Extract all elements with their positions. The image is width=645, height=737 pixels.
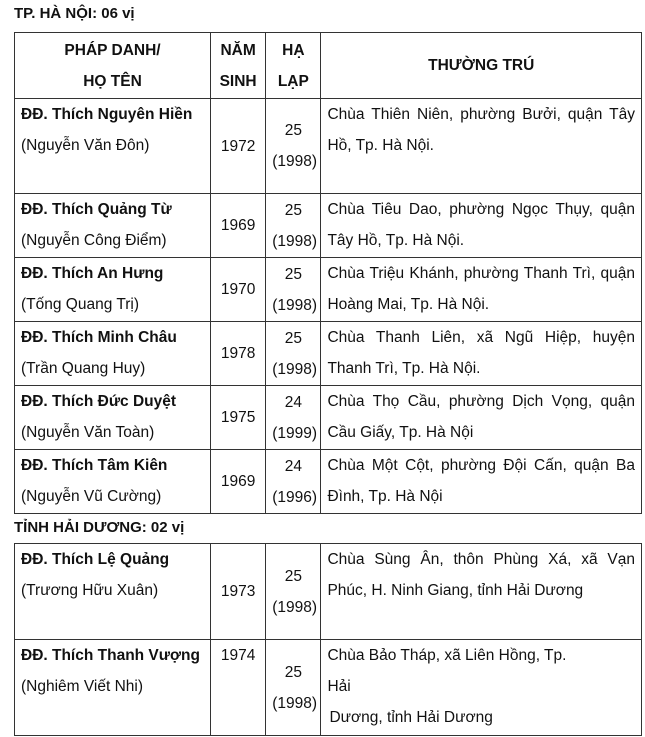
name-cell bbox=[15, 194, 211, 258]
ho-ten: (Nguyễn Văn Toàn) bbox=[21, 424, 155, 441]
section-title-ha-noi: TP. HÀ NỘI: 06 vị bbox=[14, 5, 135, 22]
ha-lap-cell: 24 (1999) bbox=[266, 386, 321, 450]
phap-danh: ĐĐ. Thích Tâm Kiên bbox=[21, 457, 168, 474]
phap-danh: ĐĐ. Thích Đức Duyệt bbox=[21, 393, 177, 410]
hai-duong-table bbox=[14, 543, 642, 736]
ha-lap-cell: 25 (1998) bbox=[266, 258, 321, 322]
ho-ten: (Trần Quang Huy) bbox=[21, 360, 146, 377]
ha-lap-cell: 25 (1998) bbox=[266, 544, 321, 640]
table-row bbox=[15, 544, 642, 640]
name-cell bbox=[15, 99, 211, 194]
residence: Chùa Triệu Khánh, phường Thanh Trì, quận Hoàng Mai, Tp. Hà Nội. bbox=[321, 258, 642, 322]
birth-year: 1975 bbox=[211, 386, 266, 450]
header-phap-danh: PHÁP DANH/ HỌ TÊN bbox=[15, 33, 211, 99]
ha-lap-cell: 25 (1998) bbox=[266, 640, 321, 736]
birth-year: 1973 bbox=[211, 544, 266, 640]
section-title-hai-duong: TỈNH HẢI DƯƠNG: 02 vị bbox=[14, 519, 185, 536]
residence: Chùa Sùng Ân, thôn Phùng Xá, xã Vạn Phúc, H. Ninh Giang, tỉnh Hải Dương bbox=[321, 544, 642, 640]
residence: Chùa Tiêu Dao, phường Ngọc Thụy, quận Tây Hồ, Tp. Hà Nội. bbox=[321, 194, 642, 258]
name-cell bbox=[15, 258, 211, 322]
table-row bbox=[15, 99, 642, 194]
ha-lap-cell: 25 (1998) bbox=[266, 99, 321, 194]
residence: Chùa Bảo Tháp, xã Liên Hồng, Tp. Hải Dương, tỉnh Hải Dương bbox=[321, 640, 642, 736]
birth-year: 1978 bbox=[211, 322, 266, 386]
residence: Chùa Một Cột, phường Đội Cấn, quận Ba Đình, Tp. Hà Nội bbox=[321, 450, 642, 514]
table-row bbox=[15, 640, 642, 736]
table-header-row bbox=[15, 33, 642, 99]
phap-danh: ĐĐ. Thích An Hưng bbox=[21, 265, 164, 282]
name-cell bbox=[15, 450, 211, 514]
header-thuong-tru: THƯỜNG TRÚ bbox=[321, 33, 642, 99]
ha-noi-table bbox=[14, 32, 642, 514]
birth-year: 1974 bbox=[211, 640, 266, 736]
table-row bbox=[15, 386, 642, 450]
birth-year: 1969 bbox=[211, 450, 266, 514]
ho-ten: (Tống Quang Trị) bbox=[21, 296, 140, 313]
phap-danh: ĐĐ. Thích Minh Châu bbox=[21, 329, 177, 346]
ho-ten: (Nguyễn Vũ Cường) bbox=[21, 488, 162, 505]
ho-ten: (Nghiêm Viết Nhi) bbox=[21, 678, 144, 695]
name-cell bbox=[15, 386, 211, 450]
phap-danh: ĐĐ. Thích Thanh Vượng bbox=[21, 647, 200, 664]
phap-danh: ĐĐ. Thích Nguyên Hiền bbox=[21, 106, 193, 123]
ha-lap-cell: 25 (1998) bbox=[266, 194, 321, 258]
ho-ten: (Nguyễn Công Điểm) bbox=[21, 232, 167, 249]
table-row bbox=[15, 450, 642, 514]
table-row bbox=[15, 322, 642, 386]
phap-danh: ĐĐ. Thích Quảng Từ bbox=[21, 201, 172, 218]
table-row bbox=[15, 194, 642, 258]
table-row bbox=[15, 258, 642, 322]
residence: Chùa Thọ Cầu, phường Dịch Vọng, quận Cầu Giấy, Tp. Hà Nội bbox=[321, 386, 642, 450]
residence: Chùa Thanh Liên, xã Ngũ Hiệp, huyện Thanh Trì, Tp. Hà Nội. bbox=[321, 322, 642, 386]
header-nam-sinh: NĂM SINH bbox=[211, 33, 266, 99]
ho-ten: (Trương Hữu Xuân) bbox=[21, 582, 159, 599]
phap-danh: ĐĐ. Thích Lệ Quảng bbox=[21, 551, 170, 568]
ha-lap-cell: 25 (1998) bbox=[266, 322, 321, 386]
header-ha-lap: HẠ LẠP bbox=[266, 33, 321, 99]
residence: Chùa Thiên Niên, phường Bưởi, quận Tây Hồ, Tp. Hà Nội. bbox=[321, 99, 642, 194]
birth-year: 1972 bbox=[211, 99, 266, 194]
name-cell bbox=[15, 544, 211, 640]
name-cell bbox=[15, 640, 211, 736]
birth-year: 1969 bbox=[211, 194, 266, 258]
ho-ten: (Nguyễn Văn Đôn) bbox=[21, 137, 150, 154]
ha-lap-cell: 24 (1996) bbox=[266, 450, 321, 514]
name-cell bbox=[15, 322, 211, 386]
birth-year: 1970 bbox=[211, 258, 266, 322]
